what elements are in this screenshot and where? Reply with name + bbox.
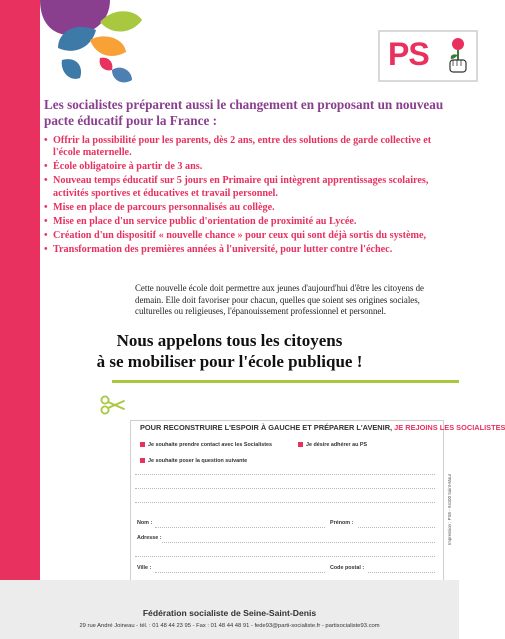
main-content xyxy=(44,97,454,258)
prenom-field[interactable] xyxy=(358,527,435,528)
intro-heading: Les socialistes préparent aussi le changement en proposant un nouveau pacte éducatif pour la France : xyxy=(44,97,444,128)
ville-field[interactable] xyxy=(155,572,325,573)
label-code-postal: Code postal : xyxy=(330,565,365,571)
rose-fist-icon xyxy=(444,36,472,74)
label-prenom: Prénom : xyxy=(330,520,354,526)
headline xyxy=(0,330,459,372)
cut-line xyxy=(112,380,459,383)
list-item: • Transformation des premières années à l'université, pour lutter contre l'échec. xyxy=(44,244,454,256)
headline-line-1: Nous appelons tous les citoyens xyxy=(116,331,343,350)
adresse-field[interactable] xyxy=(162,542,435,543)
ps-logo-text: PS xyxy=(388,36,429,72)
measures-list xyxy=(44,135,454,256)
question-line[interactable] xyxy=(135,502,435,503)
list-item: • Offrir la possibilité pour les parents, dès 2 ans, entre des solutions de garde collective et l'école maternelle. xyxy=(44,135,454,160)
print-note: Impression : PSE - 94100 Saint-Maur xyxy=(447,473,452,545)
checkbox-join[interactable] xyxy=(298,442,367,448)
checkbox-question-label: Je souhaite poser la question suivante xyxy=(148,458,248,464)
footer-address: 29 rue André Joineau - tél. : 01 48 44 23 95 - Fax : 01 48 44 48 91 - fede93@parti-socialiste.fr - partisocialiste93.com xyxy=(79,623,380,629)
adresse-field-line-2[interactable] xyxy=(135,556,435,557)
code-postal-field[interactable] xyxy=(368,572,435,573)
coupon-title-part-1: POUR RECONSTRUIRE L'ESPOIR À GAUCHE ET PRÉPARER L'AVENIR, xyxy=(140,423,393,432)
list-item: • Mise en place de parcours personnalisés au collège. xyxy=(44,202,454,214)
footer-title: Fédération socialiste de Seine-Saint-Denis xyxy=(142,608,317,618)
ps-logo xyxy=(378,30,478,82)
scissors-icon xyxy=(100,395,126,415)
headline-line-2: à se mobiliser pour l'école publique ! xyxy=(96,352,363,371)
checkbox-icon[interactable] xyxy=(140,442,145,447)
checkbox-join-label: Je désire adhérer au PS xyxy=(306,442,368,448)
label-nom: Nom : xyxy=(137,520,153,526)
checkbox-icon[interactable] xyxy=(140,458,145,463)
body-paragraph: Cette nouvelle école doit permettre aux jeunes d'aujourd'hui d'être les citoyens de demain. Elle doit favoriser pour chacun, quelles que soient ses origines sociales, culturelles ou religieuses, l'épanouissement professionnel et personnel. xyxy=(135,283,424,317)
checkbox-contact[interactable] xyxy=(140,442,272,448)
nom-field[interactable] xyxy=(155,527,325,528)
checkbox-icon[interactable] xyxy=(298,442,303,447)
list-item: • Création d'un dispositif « nouvelle chance » pour ceux qui sont déjà sortis du système, xyxy=(44,230,454,242)
question-line[interactable] xyxy=(135,474,435,475)
list-item: • Nouveau temps éducatif sur 5 jours en Primaire qui intègrent apprentissages scolaires, activités sportives et éducatives et travail personnel. xyxy=(44,175,454,200)
coupon-title xyxy=(140,423,505,432)
checkbox-contact-label: Je souhaite prendre contact avec les Socialistes xyxy=(148,442,273,448)
checkbox-question[interactable] xyxy=(140,458,247,464)
label-ville: Ville : xyxy=(137,565,152,571)
coupon-title-part-2: JE REJOINS LES SOCIALISTES xyxy=(394,423,505,432)
petals-logo-icon xyxy=(0,0,150,95)
label-adresse: Adresse : xyxy=(137,535,162,541)
header xyxy=(40,0,459,95)
list-item: • École obligatoire à partir de 3 ans. xyxy=(44,161,454,173)
list-item: • Mise en place d'un service public d'orientation de proximité au Lycée. xyxy=(44,216,454,228)
question-line[interactable] xyxy=(135,488,435,489)
